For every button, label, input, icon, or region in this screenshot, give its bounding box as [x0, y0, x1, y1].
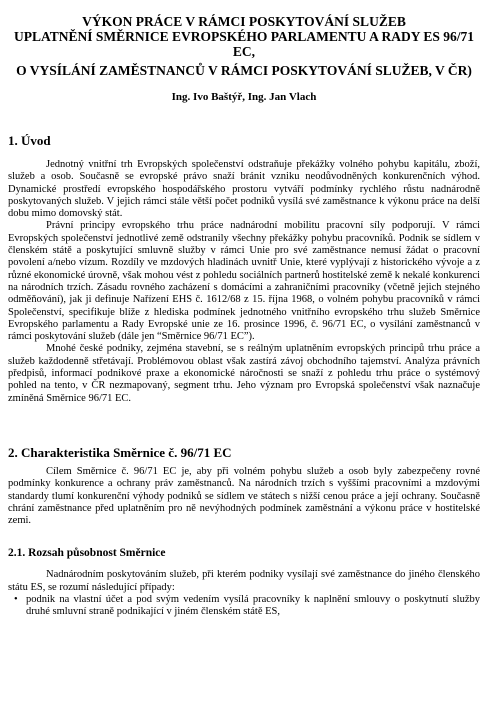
subsection-scope: [8, 547, 480, 618]
title-line-3: O VYSÍLÁNÍ ZAMĚSTNANCŮ V RÁMCI POSKYTOVÁNÍ SLUŽEB, V ČR): [16, 63, 472, 78]
document-title: [8, 14, 480, 78]
section-1-heading: 1. Úvod: [8, 133, 51, 148]
subsection-heading: 2.1. Rozsah působnost Směrnice: [8, 547, 166, 560]
section-intro: [8, 133, 480, 405]
title-line-1: VÝKON PRÁCE V RÁMCI POSKYTOVÁNÍ SLUŽEB: [82, 14, 406, 29]
section-1-paragraph-1: Jednotný vnitřní trh Evropských společenství odstraňuje překážky volného pohybu kapitálu, zboží, služeb a osob. Současně se evropské právo snaží bránit vzniku neodůvodněných konkurenčních výhod. Dynamické prostředí evropského hospodářského prostoru vytváří podmínky rychlého růstu nadnárodně poskytovaných služeb. V jejich rámci stále větší počet podniků vysílá své zaměstnance k výkonu práce na delší dobu mimo domovský stát.: [8, 159, 480, 220]
list-item: • podnik na vlastní účet a pod svým vedením vysílá pracovníky k naplnění smlouvy o poskytnutí služby druhé smluvní straně podnikající v jiném členském státě ES,: [8, 594, 480, 619]
section-characteristics: [8, 445, 480, 527]
section-2-paragraph: Cílem Směrnice č. 96/71 EC je, aby při volném pohybu služeb a osob byly zabezpečeny rovné podmínky konkurence a ochrany práv zaměstnanců. Na národních trzích s vyššími pracovními a mzdovými standardy tlumí konkurenční výhody podniků se sídlem ve státech s nižší cenou práce a její ochrany. Současně chrání zaměstnance před uplatněním pro ně nevýhodných podmínek zaměstnání a výkonu práce v hostitelské zemi.: [8, 465, 480, 527]
section-1-paragraph-3: Mnohé české podniky, zejména stavební, se s reálným uplatněním evropských principů trhu práce a služeb každodenně střetávají. Problémovou oblast však zastírá závoj obchodního tajemství. Analýza právních předpisů, informací podnikové praxe a ekonomické náročnosti se snaží z pohledu trhu práce o systémový pohled na tento, v ČR nezmapovaný, segment trhu. Jeho význam pro Evropská společenství však naznačuje zmíněná Směrnice 96/71 EC.: [8, 343, 480, 404]
subsection-paragraph: Nadnárodním poskytováním služeb, při kterém podniky vysílají své zaměstnance do jiného členského státu ES, se rozumí následující případy:: [8, 569, 480, 593]
title-line-2: UPLATNĚNÍ SMĚRNICE EVROPSKÉHO PARLAMENTU A RADY ES 96/71 EC,: [14, 29, 474, 59]
subsection-bullet-list: [8, 594, 480, 619]
section-2-heading: 2. Charakteristika Směrnice č. 96/71 EC: [8, 444, 232, 460]
section-1-paragraph-2: Právní principy evropského trhu práce nadnárodní mobilitu pracovní síly podporují. V rámci Evropských společenství jednotlivé země odstranily všechny překážky pohybu pracovníků. Podnik se sídlem v členském státě a poskytující smluvně služby v rámci Unie pro své zaměstnance nemusí žádat o pracovní povolení a/nebo vízum. Rozdíly ve mzdových hladinách uvnitř Unie, které vyplývají z historického vývoje a z různé ekonomické úrovně, však mohou vést z pohledu sociálních partnerů hostitelské země k nekalé konkurenci na národních trzích. Zásadu rovného zacházení s domácími a zahraničními pracovníky (včetně jejich stejného odměňování), jak ji definuje Nařízení EHS č. 1612/68 z 15. října 1968, o volném pohybu pracovníků v rámci Společenství, specifikuje blíže z hlediska podmínek jednotného vnitřního evropského trhu služeb Směrnice Evropského parlamentu a Rady Evropské unie ze 16. prosince 1996, č. 96/71 EC, o vysílání zaměstnanců v rámci poskytování služeb (dále jen “Směrnice 96/71 EC”).: [8, 220, 480, 343]
authors: Ing. Ivo Baštýř, Ing. Jan Vlach: [171, 91, 317, 103]
document-page: [0, 14, 498, 726]
